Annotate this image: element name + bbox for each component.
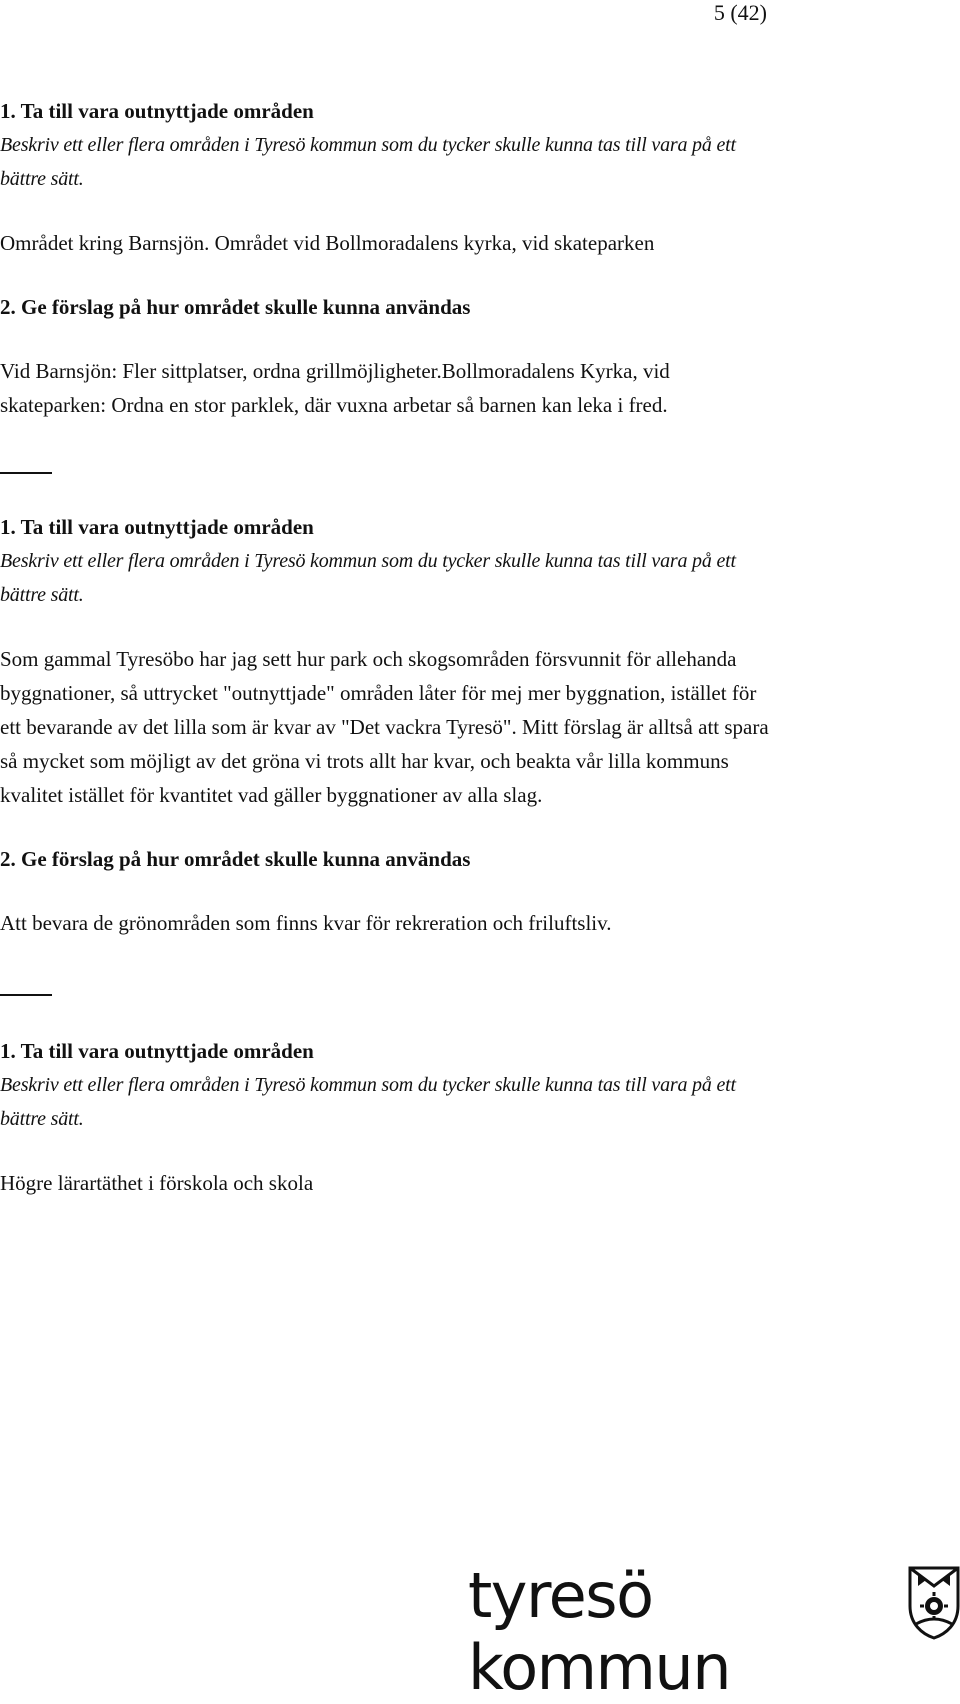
question-1-description: Beskriv ett eller flera områden i Tyresö kommun som du tycker skulle kunna tas till vara på ett bättre sätt. [0,1074,736,1130]
tyreso-kommun-logo [468,1559,960,1704]
question-1-answer: Som gammal Tyresöbo har jag sett hur park och skogsområden försvunnit för allehanda byggnationer, så uttrycket "outnyttjade" områden låter för mej mer byggnation, istället för ett bevarande av det lilla som är kvar av "Det vackra Tyresö". Mitt förslag är alltså att spara så mycket som möjligt av det gröna vi trots allt har kvar, och beakta vår lilla kommuns kvalitet istället för kvantitet vad gäller byggnationer av alla slag. [0,647,769,807]
question-2-answer: Att bevara de grönområden som finns kvar för rekreration och friluftsliv. [0,911,612,935]
response-entry-3 [0,1034,770,1200]
question-1-description: Beskriv ett eller flera områden i Tyresö kommun som du tycker skulle kunna tas till vara på ett bättre sätt. [0,134,736,190]
page-number: 5 (42) [713,0,767,25]
question-2-answer: Vid Barnsjön: Fler sittplatser, ordna grillmöjligheter.Bollmoradalens Kyrka, vid skateparken: Ordna en stor parklek, där vuxna arbetar så barnen kan leka i fred. [0,359,670,417]
response-entry-1 [0,94,770,422]
question-1-title: 1. Ta till vara outnyttjade områden [0,1039,314,1063]
question-1-answer: Området kring Barnsjön. Området vid Bollmoradalens kyrka, vid skateparken [0,231,655,255]
question-1-description: Beskriv ett eller flera områden i Tyresö kommun som du tycker skulle kunna tas till vara på ett bättre sätt. [0,550,736,606]
logo-wordmark: tyresö kommun [468,1559,731,1704]
question-1-answer: Högre lärartäthet i förskola och skola [0,1171,314,1195]
question-2-title: 2. Ge förslag på hur området skulle kunna användas [0,295,471,319]
document-body [0,94,770,1200]
municipal-crest-icon [908,1566,960,1640]
question-1-title: 1. Ta till vara outnyttjade områden [0,515,314,539]
question-1-title: 1. Ta till vara outnyttjade områden [0,99,314,123]
response-entry-2 [0,510,770,940]
question-2-title: 2. Ge förslag på hur området skulle kunna användas [0,847,471,871]
